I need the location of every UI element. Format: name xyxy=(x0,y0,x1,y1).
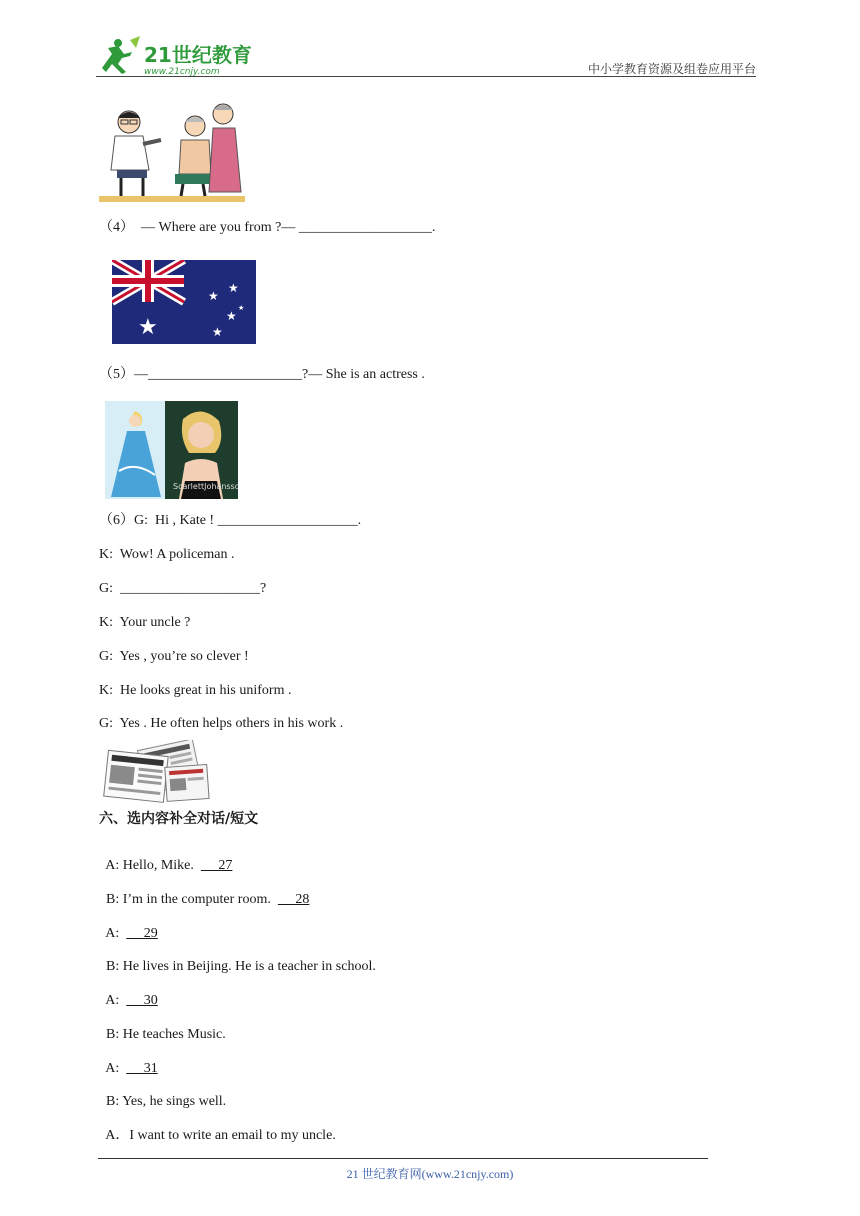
blank-30: 30 xyxy=(126,993,158,1008)
logo-text: 21世纪教育 xyxy=(144,43,252,67)
australia-flag-image xyxy=(112,260,256,344)
section-6-line: A: 31 xyxy=(105,1061,158,1076)
svg-text:★: ★ xyxy=(226,309,237,323)
section-6-line: B: He teaches Music. xyxy=(106,1027,226,1042)
blank-28: 28 xyxy=(277,892,310,907)
blank-31: 31 xyxy=(126,1061,158,1076)
svg-text:★: ★ xyxy=(212,325,223,339)
dialogue-line-5: K: He looks great in his uniform . xyxy=(99,683,292,698)
svg-text:★: ★ xyxy=(138,315,158,340)
svg-text:★: ★ xyxy=(228,281,239,295)
section-6-line: A: 30 xyxy=(105,993,158,1008)
dialogue-line-2: G: ____________________? xyxy=(99,581,267,596)
svg-text:★: ★ xyxy=(238,304,245,312)
site-logo xyxy=(96,34,260,78)
actress-image xyxy=(105,401,238,499)
blank-29: 29 xyxy=(126,926,158,941)
dialogue-line-3: K: Your uncle ? xyxy=(99,615,191,630)
footer-link[interactable]: 21 世纪教育网(www.21cnjy.com) xyxy=(346,1167,514,1181)
question-5: （5）—______________________?— She is an actress . xyxy=(99,367,425,382)
newspapers-image xyxy=(102,740,212,804)
section-6-line: B: I’m in the computer room. 28 xyxy=(106,892,310,907)
section-6-line: B: Yes, he sings well. xyxy=(106,1094,227,1109)
section-6-title: 六、选内容补全对话/短文 xyxy=(99,811,259,827)
dialogue-line-6: G: Yes . He often helps others in his work . xyxy=(99,716,344,731)
header-divider xyxy=(96,76,756,77)
question-6: （6）G: Hi , Kate ! ____________________. xyxy=(99,513,362,528)
section-6-line: A: Hello, Mike. 27 xyxy=(105,858,233,873)
dialogue-line-4: G: Yes , you’re so clever ! xyxy=(99,649,249,664)
section-6-line: B: He lives in Beijing. He is a teacher in school. xyxy=(106,959,376,974)
footer-divider xyxy=(98,1158,708,1159)
photo-caption: ScarlettJohansson xyxy=(173,482,238,491)
doctor-illustration xyxy=(99,100,245,204)
logo-url: www.21cnjy.com xyxy=(144,67,220,77)
svg-text:★: ★ xyxy=(208,289,219,303)
header-platform-text: 中小学教育资源及组卷应用平台 xyxy=(587,62,756,76)
section-6-line: A: 29 xyxy=(105,926,158,941)
question-4: （4） — Where are you from ?— ___________________. xyxy=(99,220,436,235)
option-a: A．I want to write an email to my uncle. xyxy=(105,1128,336,1143)
dialogue-line-1: K: Wow! A policeman . xyxy=(99,547,235,562)
blank-27: 27 xyxy=(200,858,233,873)
